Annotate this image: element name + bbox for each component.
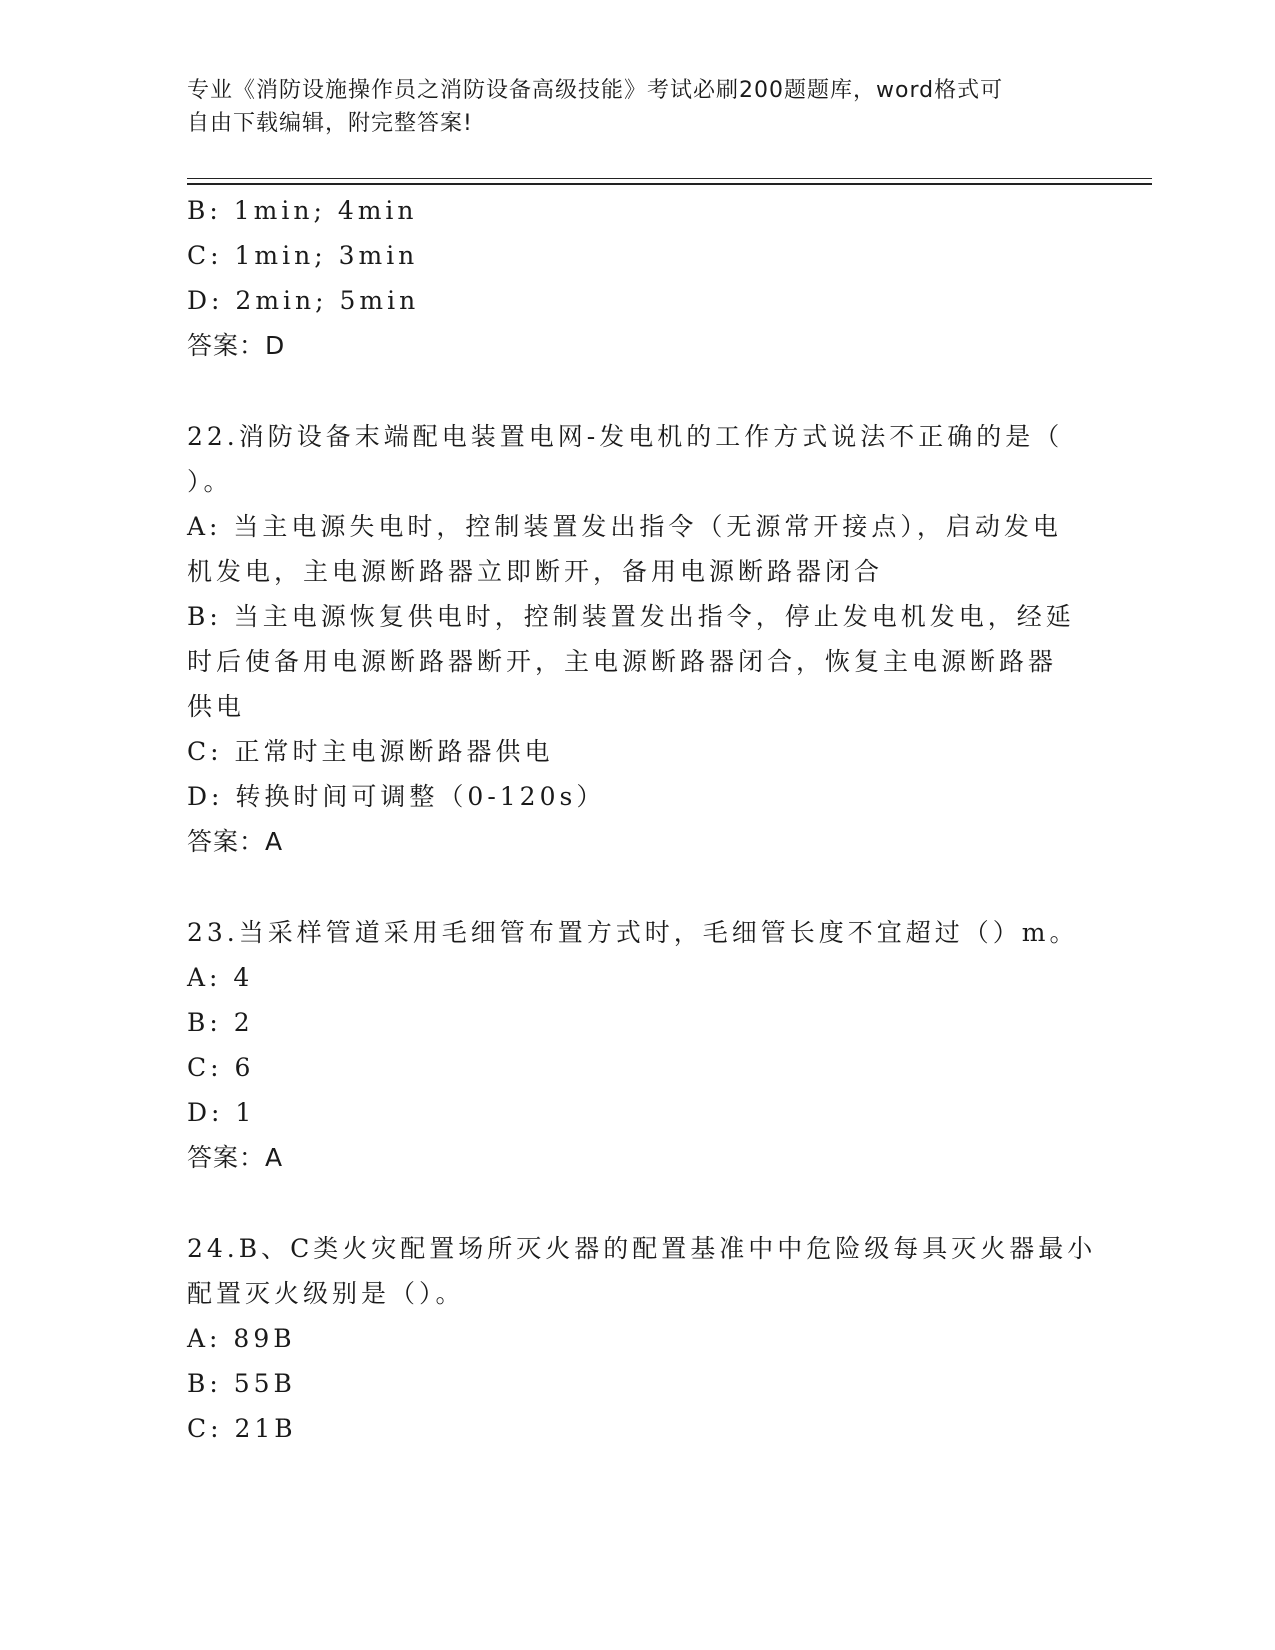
answer: 答案：A: [187, 827, 284, 856]
header-rule-thin: [187, 178, 1152, 179]
option-c: C: 1min; 3min: [187, 241, 419, 270]
question-23: [187, 910, 1087, 1180]
question-stem: 23.当采样管道采用毛细管布置方式时，毛细管长度不宜超过（）m。: [187, 918, 1079, 947]
option-d: D: 1: [187, 1098, 256, 1127]
option-b: B: 当主电源恢复供电时，控制装置发出指令，停止发电机发电，经延: [187, 602, 1075, 631]
option-a: A: 89B: [187, 1324, 296, 1353]
option-a: A: 4: [187, 963, 254, 992]
answer: 答案：D: [187, 331, 286, 360]
option-c: C: 21B: [187, 1414, 297, 1443]
header-line-2: 自由下载编辑，附完整答案!: [187, 111, 473, 136]
question-stem: 22.消防设备末端配电装置电网-发电机的工作方式说法不正确的是（: [187, 422, 1064, 451]
option-d: D: 2min; 5min: [187, 286, 420, 315]
header-line-1: 专业《消防设施操作员之消防设备高级技能》考试必刷200题题库，word格式可: [187, 78, 1004, 103]
option-a: A: 当主电源失电时，控制装置发出指令（无源常开接点），启动发电: [187, 512, 1062, 541]
spacer: [187, 1180, 1087, 1226]
option-b-cont: 时后使备用电源断路器断开，主电源断路器闭合，恢复主电源断路器: [187, 647, 1058, 676]
option-d: D: 转换时间可调整（0-120s）: [187, 782, 606, 811]
question-stem-cont: ）。: [187, 467, 233, 496]
option-c: C: 6: [187, 1053, 255, 1082]
option-b-cont: 供电: [187, 692, 246, 721]
question-21: [187, 188, 1087, 368]
option-b: B: 1min; 4min: [187, 196, 418, 225]
answer: 答案：A: [187, 1143, 284, 1172]
question-stem: 24.B、C类火灾配置场所灭火器的配置基准中中危险级每具灭火器最小: [187, 1234, 1097, 1263]
spacer: [187, 368, 1087, 414]
question-stem-cont: 配置灭火级别是（）。: [187, 1279, 465, 1308]
option-a-cont: 机发电，主电源断路器立即断开，备用电源断路器闭合: [187, 557, 884, 586]
option-b: B: 2: [187, 1008, 254, 1037]
question-24: [187, 1226, 1097, 1451]
header-rule-thick: [187, 183, 1152, 185]
spacer: [187, 864, 1087, 910]
document-header: [187, 74, 1067, 140]
question-22: [187, 414, 1087, 864]
option-b: B: 55B: [187, 1369, 296, 1398]
document-body: [187, 188, 1097, 1451]
option-c: C: 正常时主电源断路器供电: [187, 737, 554, 766]
